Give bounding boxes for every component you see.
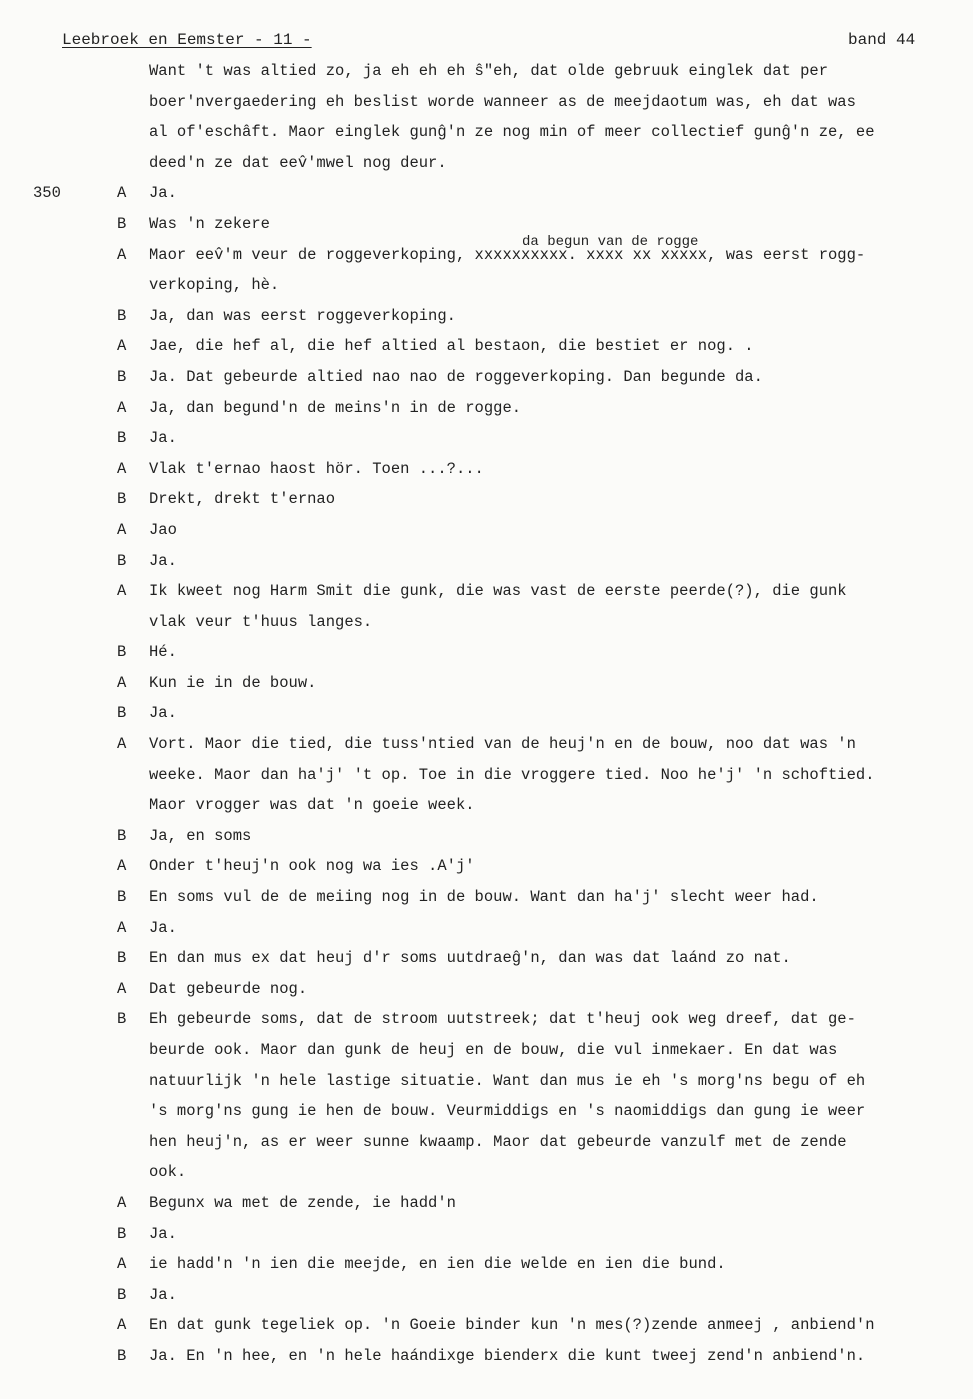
transcript-line [0,948,973,979]
line-text: natuurlijk 'n hele lastige situatie. Want dan mus ie eh 's morg'ns begu of eh [149,1071,866,1090]
speaker-label: B [117,704,127,723]
line-text: boer'nvergaedering eh beslist worde wanneer as de meejdaotum was, eh dat was [149,92,856,111]
line-text: Vort. Maor die tied, die tuss'ntied van de heuj'n en de bouw, noo dat was 'n [149,735,856,754]
speaker-label: A [117,459,127,478]
line-text: Ja. Dat gebeurde altied nao nao de roggeverkoping. Dan begunde da. [149,367,763,386]
transcript-line [0,1162,973,1193]
transcript-line [0,1315,973,1346]
transcript-line [0,734,973,765]
line-text: verkoping, hè. [149,276,280,295]
transcript-line [0,1071,973,1102]
line-text: al of'eschâft. Maor einglek gunĝ'n ze nog min of meer collectief gunĝ'n ze, ee [149,123,875,142]
line-text: hen heuj'n, as er weer sunne kwaamp. Maor dat gebeurde vanzulf met de zende [149,1132,847,1151]
transcript-line [0,153,973,184]
speaker-label: A [117,1316,127,1335]
line-text: Ja. [149,704,177,723]
line-text: Jao [149,520,177,539]
speaker-label: B [117,214,127,233]
line-text: Jae, die hef al, die hef altied al bestaon, die bestiet er nog. . [149,337,754,356]
line-text: Ja. [149,918,177,937]
speaker-label: B [117,888,127,907]
speaker-label: B [117,949,127,968]
speaker-label: B [117,1285,127,1304]
line-text: Ja, en soms [149,826,252,845]
transcript-line [0,92,973,123]
line-text: Ja. [149,1224,177,1243]
speaker-label: A [117,735,127,754]
transcript-line [0,1285,973,1316]
line-text: En dat gunk tegeliek op. 'n Goeie binder kun 'n mes(?)zende anmeej , anbiend'n [149,1316,875,1335]
line-text: Dat gebeurde nog. [149,979,308,998]
speaker-label: B [117,490,127,509]
line-text: Eh gebeurde soms, dat de stroom uutstreek; dat t'heuj ook weg dreef, dat ge- [149,1010,856,1029]
speaker-label: B [117,1224,127,1243]
speaker-label: A [117,979,127,998]
line-text: Ik kweet nog Harm Smit die gunk, die was vast de eerste peerde(?), die gunk [149,582,847,601]
transcript-line [0,336,973,367]
line-text: ook. [149,1163,187,1182]
speaker-label: B [117,826,127,845]
transcript-line [0,214,973,245]
transcript-line [0,122,973,153]
line-text: Kun ie in de bouw. [149,673,317,692]
transcript-line [0,1346,973,1377]
speaker-label: A [117,184,127,203]
transcript-line [0,642,973,673]
line-text: Drekt, drekt t'ernao [149,490,336,509]
transcript-line [0,1132,973,1163]
line-text: deed'n ze dat eev̂'mwel nog deur. [149,153,447,172]
transcript-line [0,1101,973,1132]
speaker-label: B [117,643,127,662]
line-text: Vlak t'ernao haost hör. Toen ...?... [149,459,484,478]
line-text: Maor vrogger was dat 'n goeie week. [149,796,475,815]
line-number: 350 [33,184,61,203]
transcript-line [0,703,973,734]
line-text: Ja, dan was eerst roggeverkoping. [149,306,456,325]
line-text: En dan mus ex dat heuj d'r soms uutdraeĝ'n, dan was dat laánd zo nat. [149,949,791,968]
transcript-line [0,398,973,429]
line-text: Ja. En 'n hee, en 'n hele haándixge bienderx die kunt tweej zend'n anbiend'n. [149,1346,866,1365]
line-text: Onder t'heuj'n ook nog wa ies .A'j' [149,857,475,876]
handwritten-correction: da begun van de rogge [522,233,699,250]
transcript-line [0,428,973,459]
line-text: Begunx wa met de zende, ie hadd'n [149,1193,456,1212]
line-text: Maor eev̂'m veur de roggeverkoping, xxxxxxxxxx. xxxx xx xxxxx, was eerst rogg- [149,245,866,264]
transcript-body [0,61,973,1377]
speaker-label: B [117,306,127,325]
line-text: vlak veur t'huus langes. [149,612,373,631]
speaker-label: A [117,857,127,876]
line-text: weeke. Maor dan ha'j' 't op. Toe in die vroggere tied. Noo he'j' 'n schoftied. [149,765,875,784]
transcript-line [0,275,973,306]
speaker-label: A [117,673,127,692]
line-text: Ja. [149,1285,177,1304]
transcript-line [0,979,973,1010]
transcript-line [0,918,973,949]
band-number: band 44 [848,31,916,49]
document-title: Leebroek en Eemster - 11 - [62,31,312,49]
line-text: Ja. [149,429,177,448]
transcript-line [0,183,973,214]
transcript-line [0,581,973,612]
speaker-label: A [117,245,127,264]
speaker-label: B [117,1010,127,1029]
speaker-label: A [117,1255,127,1274]
transcript-line [0,856,973,887]
line-text: Was 'n zekere [149,214,270,233]
transcript-line [0,795,973,826]
speaker-label: A [117,398,127,417]
speaker-label: A [117,520,127,539]
line-text: Ja, dan begund'n de meins'n in de rogge. [149,398,522,417]
transcript-line [0,459,973,490]
line-text: Ja. [149,184,177,203]
line-text: ie hadd'n 'n ien die meejde, en ien die welde en ien die bund. [149,1255,726,1274]
speaker-label: B [117,1346,127,1365]
line-text: Want 't was altied zo, ja eh eh eh ŝ"eh, dat olde gebruuk einglek dat per [149,62,829,80]
line-text: 's morg'ns gung ie hen de bouw. Veurmiddigs en 's naomiddigs dan gung ie weer [149,1102,866,1121]
transcript-line [0,1040,973,1071]
speaker-label: A [117,337,127,356]
speaker-label: A [117,1193,127,1212]
speaker-label: B [117,367,127,386]
speaker-label: B [117,429,127,448]
transcript-line [0,887,973,918]
speaker-label: A [117,582,127,601]
speaker-label: A [117,918,127,937]
transcript-line [0,551,973,582]
line-text: En soms vul de de meiing nog in de bouw. Want dan ha'j' slecht weer had. [149,888,819,907]
line-text: beurde ook. Maor dan gunk de heuj en de bouw, die vul inmekaer. En dat was [149,1041,838,1059]
transcript-line [0,233,973,276]
line-text: Hé. [149,643,177,662]
transcript-line [0,765,973,796]
transcript-line [0,1009,973,1040]
transcript-line [0,826,973,857]
transcript-line [0,61,973,92]
transcript-line [0,489,973,520]
transcript-line [0,367,973,398]
transcript-line [0,1224,973,1255]
transcript-line [0,673,973,704]
transcript-line [0,1254,973,1285]
transcript-line [0,612,973,643]
transcript-line [0,1193,973,1224]
transcript-line [0,520,973,551]
transcript-line [0,306,973,337]
speaker-label: B [117,551,127,570]
line-text: Ja. [149,551,177,570]
